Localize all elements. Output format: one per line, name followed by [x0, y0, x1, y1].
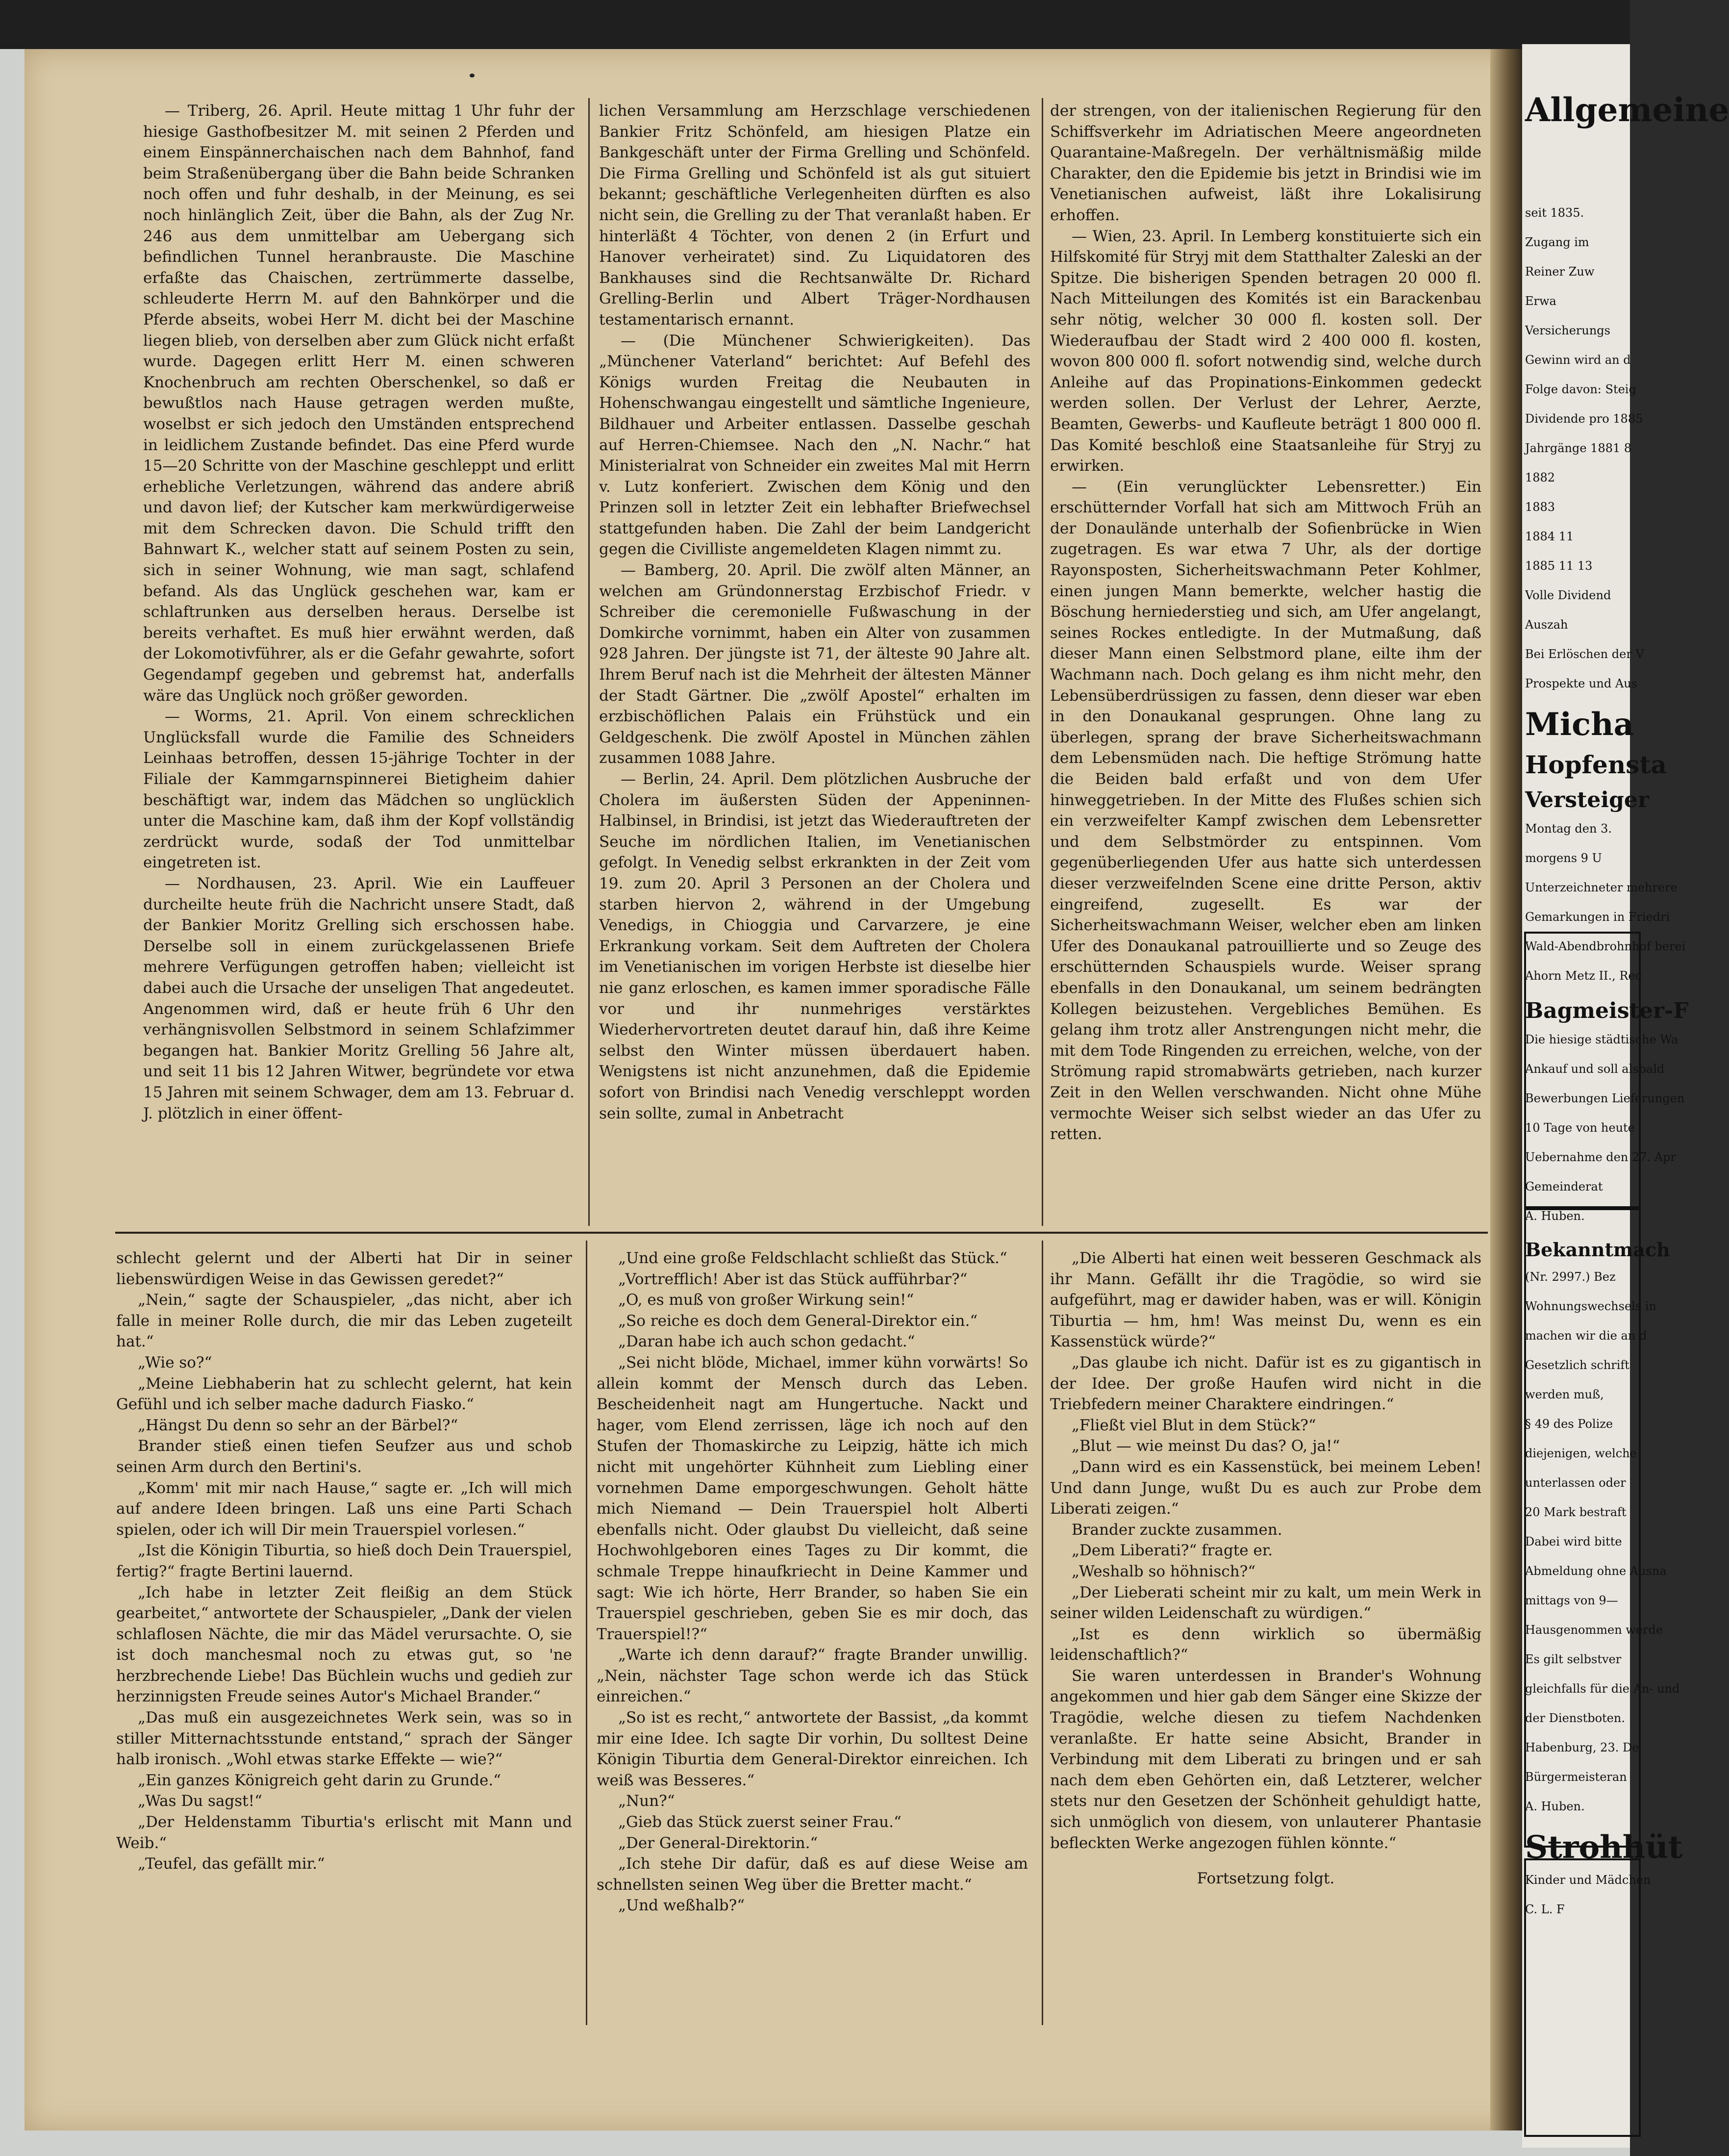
right-page-line: Versteiger [1525, 787, 1650, 812]
right-page-ad-box [1524, 932, 1641, 1210]
paragraph: „Warte ich denn darauf?“ fragte Brander unwillig. „Nein, nächster Tage schon werde ich das Stück einreichen.“ [597, 1646, 1028, 1706]
right-page-line: mittags von 9— [1525, 1594, 1618, 1607]
right-page-line: Ankauf und soll alsbald [1525, 1062, 1665, 1076]
paragraph: „Die Alberti hat einen weit besseren Geschmack als ihr Mann. Gefällt ihr die Tragödie, so wird sie aufgeführt, mag er dawider haben, was er will. Königin Tiburtia — hm, hm! Was meinst Du, wenn es ein Kassenstück würde?“ [1050, 1249, 1481, 1351]
adjacent-page [1522, 44, 1729, 2148]
right-page-line: werden muß, [1525, 1388, 1604, 1401]
paragraph: „Vortrefflich! Aber ist das Stück aufführbar?“ [618, 1270, 968, 1288]
paragraph: „Komm' mit mir nach Hause,“ sagte er. „Ich will mich auf andere Ideen bringen. Laß uns eine Parti Schach spielen, oder ich will Dir mein Trauerspiel vorlesen.“ [116, 1479, 572, 1539]
right-page-line: Bürgermeisteran [1525, 1770, 1627, 1784]
feuilleton-divider [115, 1232, 1488, 1234]
right-page-line: 1883 [1525, 500, 1555, 514]
paragraph: schlecht gelernt und der Alberti hat Dir in seiner liebenswürdigen Weise in das Gewissen geredet?“ [116, 1249, 572, 1288]
paragraph: „Ein ganzes Königreich geht darin zu Grunde.“ [138, 1771, 501, 1789]
right-page-line: Wald-Abendbrohnhof berei [1525, 939, 1686, 953]
paragraph: „Und eine große Feldschlacht schließt das Stück.“ [618, 1249, 1007, 1267]
right-page-ad-box [1524, 1858, 1641, 2137]
right-page-line: Bewerbungen Lieferungen [1525, 1091, 1685, 1105]
column-rule [1042, 1241, 1043, 2025]
right-page-line: Prospekte und Aus [1525, 677, 1637, 690]
paragraph: — Wien, 23. April. In Lemberg konstituierte sich ein Hilfskomité für Stryj mit dem Statthalter Zaleski an der Spitze. Die bisherigen Spenden betragen 20 000 fl. Nach Mitteilungen des Komités ist ein Barackenbau sehr nötig, welcher 30 000 fl. kosten soll. Der Wiederaufbau der Stadt wird 2 400 000 fl. kosten, wovon 800 000 fl. sofort notwendig sind, welche durch Anleihe auf das Propinations-Einkommen gedeckt werden sollen. Der Verlust der Lehrer, Aerzte, Beamten, Gewerbs- und Kaufleute beträgt 1 800 000 fl. Das Komité beschloß eine Staatsanleihe für Stryj zu erwirken. [1050, 227, 1481, 475]
right-page-line: Volle Dividend [1525, 588, 1611, 602]
column-rule [1042, 98, 1043, 1226]
paragraph: „Blut — wie meinst Du das? O, ja!“ [1072, 1437, 1340, 1455]
news-column-3 [1050, 101, 1481, 1228]
paragraph: — Triberg, 26. April. Heute mittag 1 Uhr fuhr der hiesige Gasthofbesitzer M. mit seinen 2 Pferden und einem Einspännerchaischen nach dem Bahnhof, fand beim Straßenübergang über die Bahn beide Schranken noch offen und fuhr deshalb, in der Meinung, es sei noch hinlänglich Zeit, über die Bahn, als der Zug Nr. 246 aus dem unmittelbar am Uebergang sich befindlichen Tunnel heranbrauste. Die Maschine erfaßte das Chaischen, zertrümmerte dasselbe, schleuderte Herrn M. auf den Bahnkörper und die Pferde abseits, wobei Herr M. dicht bei der Maschine liegen blieb, von derselben aber zum Glück nicht erfaßt wurde. Dagegen erlitt Herr M. einen schweren Knochenbruch am rechten Oberschenkel, so daß er bewußtlos nach Hause getragen werden mußte, woselbst er sich jedoch den Umständen entsprechend in leidlichem Zustande befindet. Das eine Pferd wurde 15—20 Schritte von der Maschine geschleppt und erlitt erhebliche Verletzungen, während das andere abriß und davon lief; der Kutscher kam merkwürdigerweise mit dem Schrecken davon. Die Schuld trifft den Bahnwart K., welcher statt auf seinem Posten zu sein, sich in seiner Wohnung, wie man sagt, schlafend befand. Als das Unglück geschehen war, kam er schlaftrunken aus derselben heraus. Derselbe ist bereits verhaftet. Es muß hier erwähnt werden, daß der Lokomotivführer, als er die Gefahr gewahrte, sofort Gegendampf gegeben und gebremst hat, anderfalls wäre das Unglück noch größer geworden. [143, 102, 575, 705]
paragraph: „Der General-Direktorin.“ [618, 1834, 818, 1852]
page-binding-shadow [1490, 49, 1525, 2131]
right-page-line: Jahrgänge 1881 8 [1525, 441, 1632, 455]
right-page-line: C. L. F [1525, 1902, 1565, 1916]
right-page-line: Erwa [1525, 294, 1556, 308]
right-page-line: Bekanntmach [1525, 1239, 1670, 1261]
paragraph: „Das glaube ich nicht. Dafür ist es zu gigantisch in der Idee. Der große Haufen wird nicht in die Triebfedern meiner Charaktere eindringen.“ [1050, 1353, 1481, 1414]
paragraph: „Der Heldenstamm Tiburtia's erlischt mit Mann und Weib.“ [116, 1813, 572, 1852]
paragraph: Brander stieß einen tiefen Seufzer aus und schob seinen Arm durch den Bertini's. [116, 1437, 572, 1476]
feuilleton-column-2 [597, 1248, 1028, 2023]
paragraph: — Bamberg, 20. April. Die zwölf alten Männer, an welchen am Gründonnerstag Erzbischof Friedr. v Schreiber die ceremonielle Fußwaschung in der Domkirche vornimmt, haben ein Alter von zusammen 928 Jahren. Der jüngste ist 71, der älteste 90 Jahre alt. Ihrem Beruf nach ist die Mehrheit der ältesten Männer der Stadt Gärtner. Die „zwölf Apostel“ erhalten im erzbischöflichen Palais ein Frühstück und ein Geldgeschenk. Die zwölf Apostel in München zählen zusammen 1088 Jahre. [599, 561, 1030, 767]
right-page-line: Kinder und Mädchen [1525, 1873, 1651, 1887]
right-page-line: Auszah [1525, 618, 1568, 632]
right-page-line: A. Huben. [1525, 1209, 1585, 1223]
right-page-line: 20 Mark bestraft [1525, 1505, 1627, 1519]
right-page-line: Reiner Zuw [1525, 265, 1595, 279]
paragraph: „Der Lieberati scheint mir zu kalt, um mein Werk in seiner wilden Leidenschaft zu würdigen.“ [1050, 1583, 1481, 1623]
right-page-line: Hopfensta [1525, 750, 1667, 779]
continuation-note: Fortsetzung folgt. [1197, 1870, 1335, 1888]
right-page-line: Gemarkungen in Friedri [1525, 910, 1670, 924]
right-page-line: A. Huben. [1525, 1800, 1585, 1813]
right-page-line: Unterzeichneter mehrere [1525, 881, 1678, 894]
right-page-line: Micha [1525, 706, 1634, 743]
paragraph: der strengen, von der italienischen Regierung für den Schiffsverkehr im Adriatischen Meere angeordneten Quarantaine-Maßregeln. Der verhältnismäßig milde Charakter, den die Epidemie bis jetzt in Brindisi wie im Venetianischen aufweist, läßt ihre Lokalisirung erhoffen. [1050, 102, 1481, 224]
paragraph: „Ist es denn wirklich so übermäßig leidenschaftlich?“ [1050, 1625, 1481, 1664]
paragraph: „Das muß ein ausgezeichnetes Werk sein, was so in stiller Mitternachtsstunde entstand,“ sprach der Sänger halb ironisch. „Wohl etwas starke Effekte — wie?“ [116, 1709, 572, 1769]
right-page-line: Bei Erlöschen der V [1525, 647, 1644, 661]
right-page-line: Gemeinderat [1525, 1180, 1603, 1193]
right-page-line: Strohhüt [1525, 1829, 1683, 1866]
paragraph: „So ist es recht,“ antwortete der Bassist, „da kommt mir eine Idee. Ich sagte Dir vorhin, Du solltest Deine Königin Tiburtia dem General-Direktor einreichen. Ich weiß was Besseres.“ [597, 1709, 1028, 1789]
paragraph: „Daran habe ich auch schon gedacht.“ [618, 1333, 915, 1351]
right-page-line: (Nr. 2997.) Bez [1525, 1270, 1616, 1284]
paragraph: „Weshalb so höhnisch?“ [1072, 1562, 1256, 1580]
paragraph: „O, es muß von großer Wirkung sein!“ [618, 1291, 914, 1309]
right-page-line: diejenigen, welche [1525, 1446, 1637, 1460]
right-page-line: Bagmeister-F [1525, 998, 1689, 1023]
right-page-line: Montag den 3. [1525, 822, 1612, 836]
paragraph: „Ich habe in letzter Zeit fleißig an dem Stück gearbeitet,“ antwortete der Schauspieler, „Dank der vielen schlaflosen Nächte, die mir das Mädel verursachte. O, sie ist doch manchesmal noch zu etwas gut, so 'ne herzbrechende Liebe! Das Büchlein wuchs und gedieh zur herzinnigsten Freude seines Autor's Michael Brander.“ [116, 1583, 572, 1706]
paragraph: „Teufel, das gefällt mir.“ [138, 1855, 325, 1873]
column-rule [586, 1241, 587, 2025]
right-page-line: Hausgenommen werde [1525, 1623, 1663, 1637]
paragraph: Brander zuckte zusammen. [1072, 1521, 1282, 1539]
right-page-line: 1882 [1525, 471, 1555, 484]
right-page-line: Die hiesige städtische Wa [1525, 1033, 1679, 1046]
page-mark [470, 74, 475, 77]
right-page-line: Dividende pro 1885 [1525, 412, 1643, 426]
right-page-line: 10 Tage von heute [1525, 1121, 1635, 1135]
feuilleton-column-1 [116, 1248, 572, 2023]
right-page-line: Versicherungs [1525, 324, 1610, 337]
right-page-line: seit 1835. [1525, 206, 1584, 220]
right-page-line: Es gilt selbstver [1525, 1652, 1622, 1666]
paragraph: lichen Versammlung am Herzschlage verschiedenen Bankier Fritz Schönfeld, am hiesigen Platze ein Bankgeschäft unter der Firma Grelling und Schönfeld. Die Firma Grelling und Schönfeld ist als gut situiert bekannt; geschäftliche Verlegenheiten dürften es also nicht sein, die Grelling zu der That veranlaßt haben. Er hinterläßt 4 Töchter, von denen 2 (in Erfurt und Hanover verheiratet) sind. Zu Liquidatoren des Bankhauses sind die Rechtsanwälte Dr. Richard Grelling-Berlin und Albert Träger-Nordhausen testamentarisch ernannt. [599, 102, 1030, 329]
right-page-line: Gesetzlich schrift [1525, 1358, 1629, 1372]
paragraph: Sie waren unterdessen in Brander's Wohnung angekommen und hier gab dem Sänger eine Skizze der Tragödie, welche diesen zu tiefem Nachdenken veranlaßte. Er hatte seine Absicht, Brander in Verbindung mit dem Liberati zu bringen und er sah nach dem eben Gehörten ein, daß Letzterer, welcher stets nur den Gesetzen der Schönheit gehuldigt hatte, sich unmöglich von diesem, von unlauterer Phantasie befleckten Werke angezogen fühlen könnte.“ [1050, 1667, 1481, 1852]
right-page-line: Folge davon: Steig [1525, 382, 1636, 396]
right-page-line: Wohnungswechsels in [1525, 1299, 1656, 1313]
paragraph: — Worms, 21. April. Von einem schrecklichen Unglücksfall wurde die Familie des Schneiders Leinhaas betroffen, dessen 15-jährige Tochter in der Filiale der Kammgarnspinnerei Bietigheim dahier beschäftigt war, indem das Mädchen so unglücklich unter die Maschine kam, daß ihm der Kopf vollständig zerdrückt wurde, sodaß der Tod unmittelbar eingetreten ist. [143, 708, 575, 872]
right-page-line: Abmeldung ohne Ausna [1525, 1564, 1667, 1578]
news-column-2 [599, 101, 1030, 1228]
feuilleton-column-3 [1050, 1248, 1481, 2023]
right-page-line: Uebernahme den 27. Apr [1525, 1150, 1676, 1164]
right-page-line: Ahorn Metz II., Rec [1525, 969, 1642, 983]
right-page-line: Zugang im [1525, 235, 1589, 249]
right-page-line: morgens 9 U [1525, 851, 1602, 865]
right-page-line: Dabei wird bitte [1525, 1535, 1622, 1548]
paragraph: „Ist die Königin Tiburtia, so hieß doch Dein Trauerspiel, fertig?“ fragte Bertini lauernd. [116, 1542, 572, 1580]
paragraph: „Fließt viel Blut in dem Stück?“ [1072, 1416, 1316, 1434]
right-page-line: gleichfalls für die An- und [1525, 1682, 1680, 1696]
column-rule [588, 98, 590, 1226]
paragraph: — (Ein verunglückter Lebensretter.) Ein erschütternder Vorfall hat sich am Mittwoch Früh an der Donaulände unterhalb der Sofienbrücke in Wien zugetragen. Es war etwa 7 Uhr, als der dortige Rayonsposten, Sicherheitswachmann Peter Kohlmer, einen jungen Mann bemerkte, welcher hastig die Böschung herniederstieg und sich, am Ufer angelangt, seines Rockes entledigte. In der Mutmaßung, daß dieser Mann einen Selbstmord plane, eilte ihm der Wachmann nach. Doch gelang es ihm nicht mehr, den Lebensüberdrüssigen zu fassen, denn dieser war eben in den Donaukanal gesprungen. Ohne lang zu überlegen, sprang der brave Sicherheitswachmann dem Lebensmüden nach. Die heftige Strömung hatte die Beiden bald erfaßt und von dem Ufer hinweggetrieben. In der Mitte des Flußes schien sich ein verzweifelter Kampf zwischen dem Lebensretter und dem Selbstmörder zu entspinnen. Vom gegenüberliegenden Ufer aus hatte sich unterdessen dieser verzweifelnden Scene eine dritte Person, aktiv eingreifend, zugesellt. Es war der Sicherheitswachmann Weiser, welcher eben am linken Ufer des Donaukanal patrouillierte und so Zeuge des erschütternden Schauspiels wurde. Weiser sprang ebenfalls in den Donaukanal, um seinem bedrängten Kollegen beizustehen. Vergebliches Bemühen. Es gelang ihm trotz aller Anstrengungen nicht mehr, die mit dem Tode Ringenden zu erreichen, welche, von der Strömung rapid stromabwärts getrieben, nach kurzer Zeit in den Wellen verschwanden. Nicht ohne Mühe vermochte Weiser sich selbst wieder an das Ufer zu retten. [1050, 478, 1481, 1143]
right-page-line: unterlassen oder [1525, 1476, 1626, 1490]
right-page-line: § 49 des Polize [1525, 1417, 1613, 1431]
paragraph: „Dann wird es ein Kassenstück, bei meinem Leben! Und dann Junge, wußt Du es auch zur Probe dem Liberati zeigen.“ [1050, 1458, 1481, 1518]
paragraph: „Nein,“ sagte der Schauspieler, „das nicht, aber ich falle in meiner Rolle durch, die mir das Leben zugeteilt hat.“ [116, 1291, 572, 1351]
paragraph: „Meine Liebhaberin hat zu schlecht gelernt, hat kein Gefühl und ich selber mache dadurch Fiasko.“ [116, 1374, 572, 1414]
right-page-line: machen wir die an d [1525, 1329, 1647, 1343]
right-page-line: 1884 11 [1525, 530, 1574, 543]
paragraph: „Und weßhalb?“ [618, 1897, 745, 1915]
paragraph: — Berlin, 24. April. Dem plötzlichen Ausbruche der Cholera im äußersten Süden der Appeninnen-Halbinsel, in Brindisi, ist jetzt das Wiederauftreten der Seuche im nördlichen Italien, im Venetianischen gefolgt. In Venedig selbst erkrankten in der Zeit vom 19. zum 20. April 3 Personen an der Cholera und starben hiervon 2, während in der Umgebung Venedigs, in Chioggia und Carvarzere, je eine Erkrankung vorkam. Seit dem Auftreten der Cholera im Venetianischen im vorigen Herbste ist dieselbe hier nie ganz erloschen, es kamen immer sporadische Fälle vor und ihr nunmehriges verstärktes Wiederhervortreten deutet darauf hin, daß ihre Keime selbst den Winter müssen überdauert haben. Wenigstens ist nicht anzunehmen, daß die Epidemie sofort von Brindisi nach Venedig verschleppt worden sein sollte, zumal in Anbetracht [599, 770, 1030, 1122]
paragraph: „Dem Liberati?“ fragte er. [1072, 1542, 1273, 1560]
right-page-line: der Dienstboten. [1525, 1711, 1625, 1725]
paragraph: „Wie so?“ [138, 1353, 212, 1371]
paragraph: „Gieb das Stück zuerst seiner Frau.“ [618, 1813, 902, 1831]
paragraph: — Nordhausen, 23. April. Wie ein Lauffeuer durcheilte heute früh die Nachricht unsere Stadt, daß der Bankier Moritz Grelling sich erschossen habe. Derselbe soll in einem zurückgelassenen Briefe mehrere Verfügungen getroffen haben; vielleicht ist dabei auch die Ursache der unseligen That angedeutet. Angenommen wird, daß er heute früh 6 Uhr den verhängnisvollen Selbstmord in seinem Schlafzimmer begangen hat. Bankier Moritz Grelling 56 Jahre alt, und seit 11 bis 12 Jahren Witwer, begründete vor etwa 15 Jahren mit seinem Schwager, dem am 13. Februar d. J. plötzlich in einer öffent- [143, 874, 575, 1122]
paragraph: „Hängst Du denn so sehr an der Bärbel?“ [138, 1416, 458, 1434]
paragraph: „Nun?“ [618, 1792, 675, 1810]
right-page-line: 1885 11 13 [1525, 559, 1593, 573]
paragraph: „Ich stehe Dir dafür, daß es auf diese Weise am schnellsten seinen Weg über die Bretter macht.“ [597, 1855, 1028, 1894]
paragraph: „Was Du sagst!“ [138, 1792, 262, 1810]
right-page-ad-box [1524, 1206, 1641, 1848]
news-column-1 [143, 101, 575, 1228]
right-page-line: Gewinn wird an d [1525, 353, 1631, 367]
right-page-masthead: Allgemeine [1525, 91, 1729, 129]
right-page-line: Habenburg, 23. De [1525, 1741, 1639, 1754]
paragraph: — (Die Münchener Schwierigkeiten). Das „Münchener Vaterland“ berichtet: Auf Befehl des Königs wurden Freitag die Neubauten in Hohenschwangau eingestellt und sämtliche Ingenieure, Bildhauer und Arbeiter entlassen. Dasselbe geschah auf Herren-Chiemsee. Nach den „N. Nachr.“ hat Ministerialrat von Schneider ein zweites Mal mit Herrn v. Lutz konferiert. Zwischen dem König und den Prinzen soll in letzter Zeit ein lebhafter Briefwechsel stattgefunden haben. Die Zahl der beim Landgericht gegen die Civilliste angemeldeten Klagen nimmt zu. [599, 331, 1030, 558]
paragraph: „Sei nicht blöde, Michael, immer kühn vorwärts! So allein kommt der Mensch durch das Leben. Bescheidenheit nagt am Hungertuche. Nackt und hager, vom Elend zerrissen, läge ich noch auf den Stufen der Thomaskirche zu Leipzig, hätte ich mich nicht mit ungehörter Kühnheit zum Liebling einer vornehmen Dame emporgeschwungen. Geholt hätte mich Niemand — Dein Trauerspiel holt Alberti ebenfalls nicht. Oder glaubst Du vielleicht, daß seine Hochwohlgeboren eines Tages zu Dir kommt, die schmale Treppe hinaufkriecht in Deine Kammer und sagt: Wie ich hörte, Herr Brander, so haben Sie ein Trauerspiel geschrieben, geben Sie es mir doch, das Trauerspiel!?“ [597, 1353, 1028, 1643]
paragraph: „So reiche es doch dem General-Direktor ein.“ [618, 1312, 978, 1330]
